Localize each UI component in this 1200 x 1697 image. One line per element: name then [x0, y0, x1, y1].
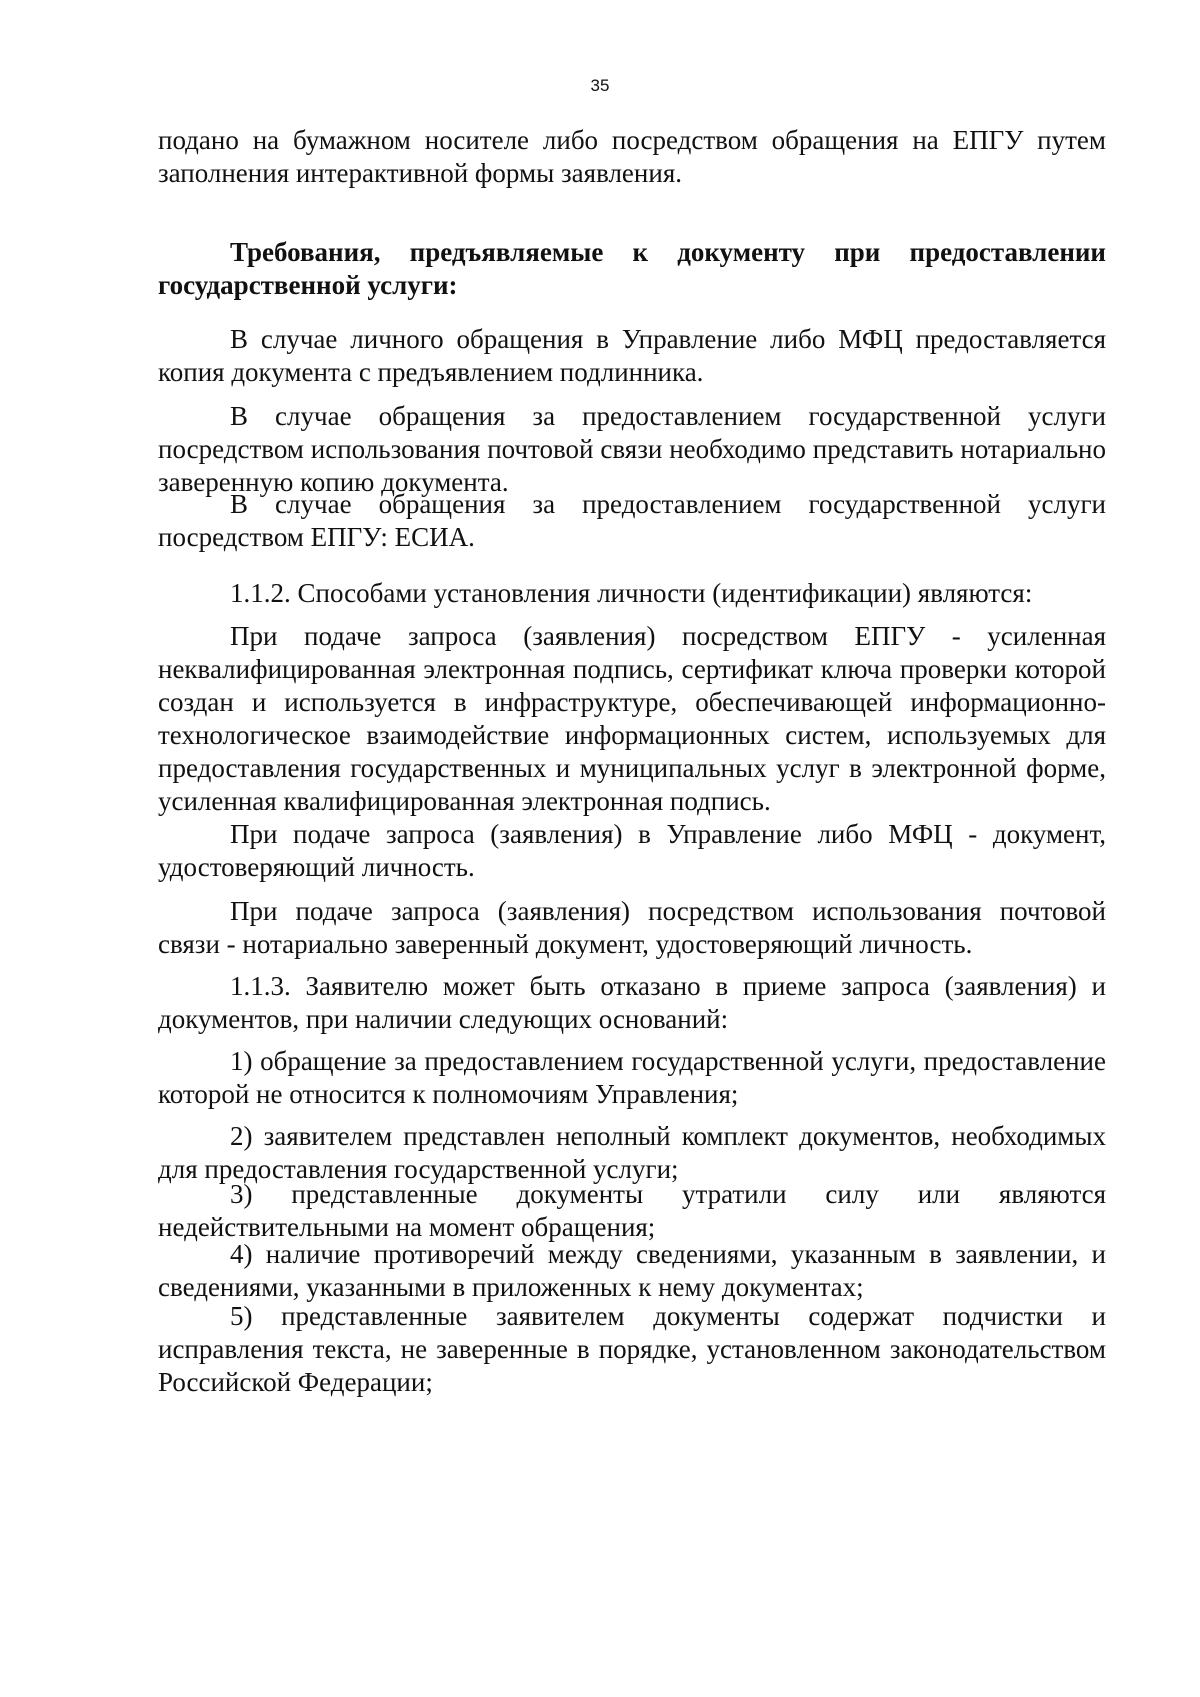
- paragraph-epgu-signature: При подаче запроса (заявления) посредством ЕПГУ - усиленная неквалифицированная электронная подпись, сертификат ключа проверки которой создан и используется в инфраструктуре, обеспечивающей информационно-технологическое взаимодействие информационных систем, используемых для предоставления государственных и муниципальных услуг в электронной форме, усиленная квалифицированная электронная подпись.: [158, 621, 1106, 816]
- intro-paragraph: подано на бумажном носителе либо посредством обращения на ЕПГУ путем заполнения интерактивной формы заявления.: [158, 125, 1106, 188]
- section-heading: Требования, предъявляемые к документу при предоставлении государственной услуги:: [158, 237, 1106, 300]
- paragraph-epgu: В случае обращения за предоставлением государственной услуги посредством ЕПГУ: ЕСИА.: [158, 489, 1106, 552]
- paragraph-postal: В случае обращения за предоставлением государственной услуги посредством использования почтовой связи необходимо представить нотариально заверенную копию документа.: [158, 401, 1106, 497]
- list-item-5: 5) представленные заявителем документы содержат подчистки и исправления текста, не заверенные в порядке, установленном законодательством Российской Федерации;: [158, 1301, 1106, 1397]
- paragraph-postal-id: При подаче запроса (заявления) посредством использования почтовой связи - нотариально заверенный документ, удостоверяющий личность.: [158, 896, 1106, 959]
- list-item-3: 3) представленные документы утратили силу или являются недействительными на момент обращения;: [158, 1179, 1106, 1242]
- paragraph-1-1-3: 1.1.3. Заявителю может быть отказано в приеме запроса (заявления) и документов, при наличии следующих оснований:: [158, 971, 1106, 1034]
- paragraph-office-id: При подаче запроса (заявления) в Управление либо МФЦ - документ, удостоверяющий личность.: [158, 819, 1106, 882]
- list-item-2: 2) заявителем представлен неполный комплект документов, необходимых для предоставления государственной услуги;: [158, 1121, 1106, 1184]
- paragraph-personal-visit: В случае личного обращения в Управление либо МФЦ предоставляется копия документа с предъявлением подлинника.: [158, 324, 1106, 387]
- paragraph-1-1-2: 1.1.2. Способами установления личности (идентификации) являются:: [230, 578, 1033, 608]
- list-item-1: 1) обращение за предоставлением государственной услуги, предоставление которой не относится к полномочиям Управления;: [158, 1046, 1106, 1109]
- page-number: 35: [590, 76, 610, 95]
- list-item-4: 4) наличие противоречий между сведениями, указанным в заявлении, и сведениями, указанными в приложенных к нему документах;: [158, 1239, 1106, 1302]
